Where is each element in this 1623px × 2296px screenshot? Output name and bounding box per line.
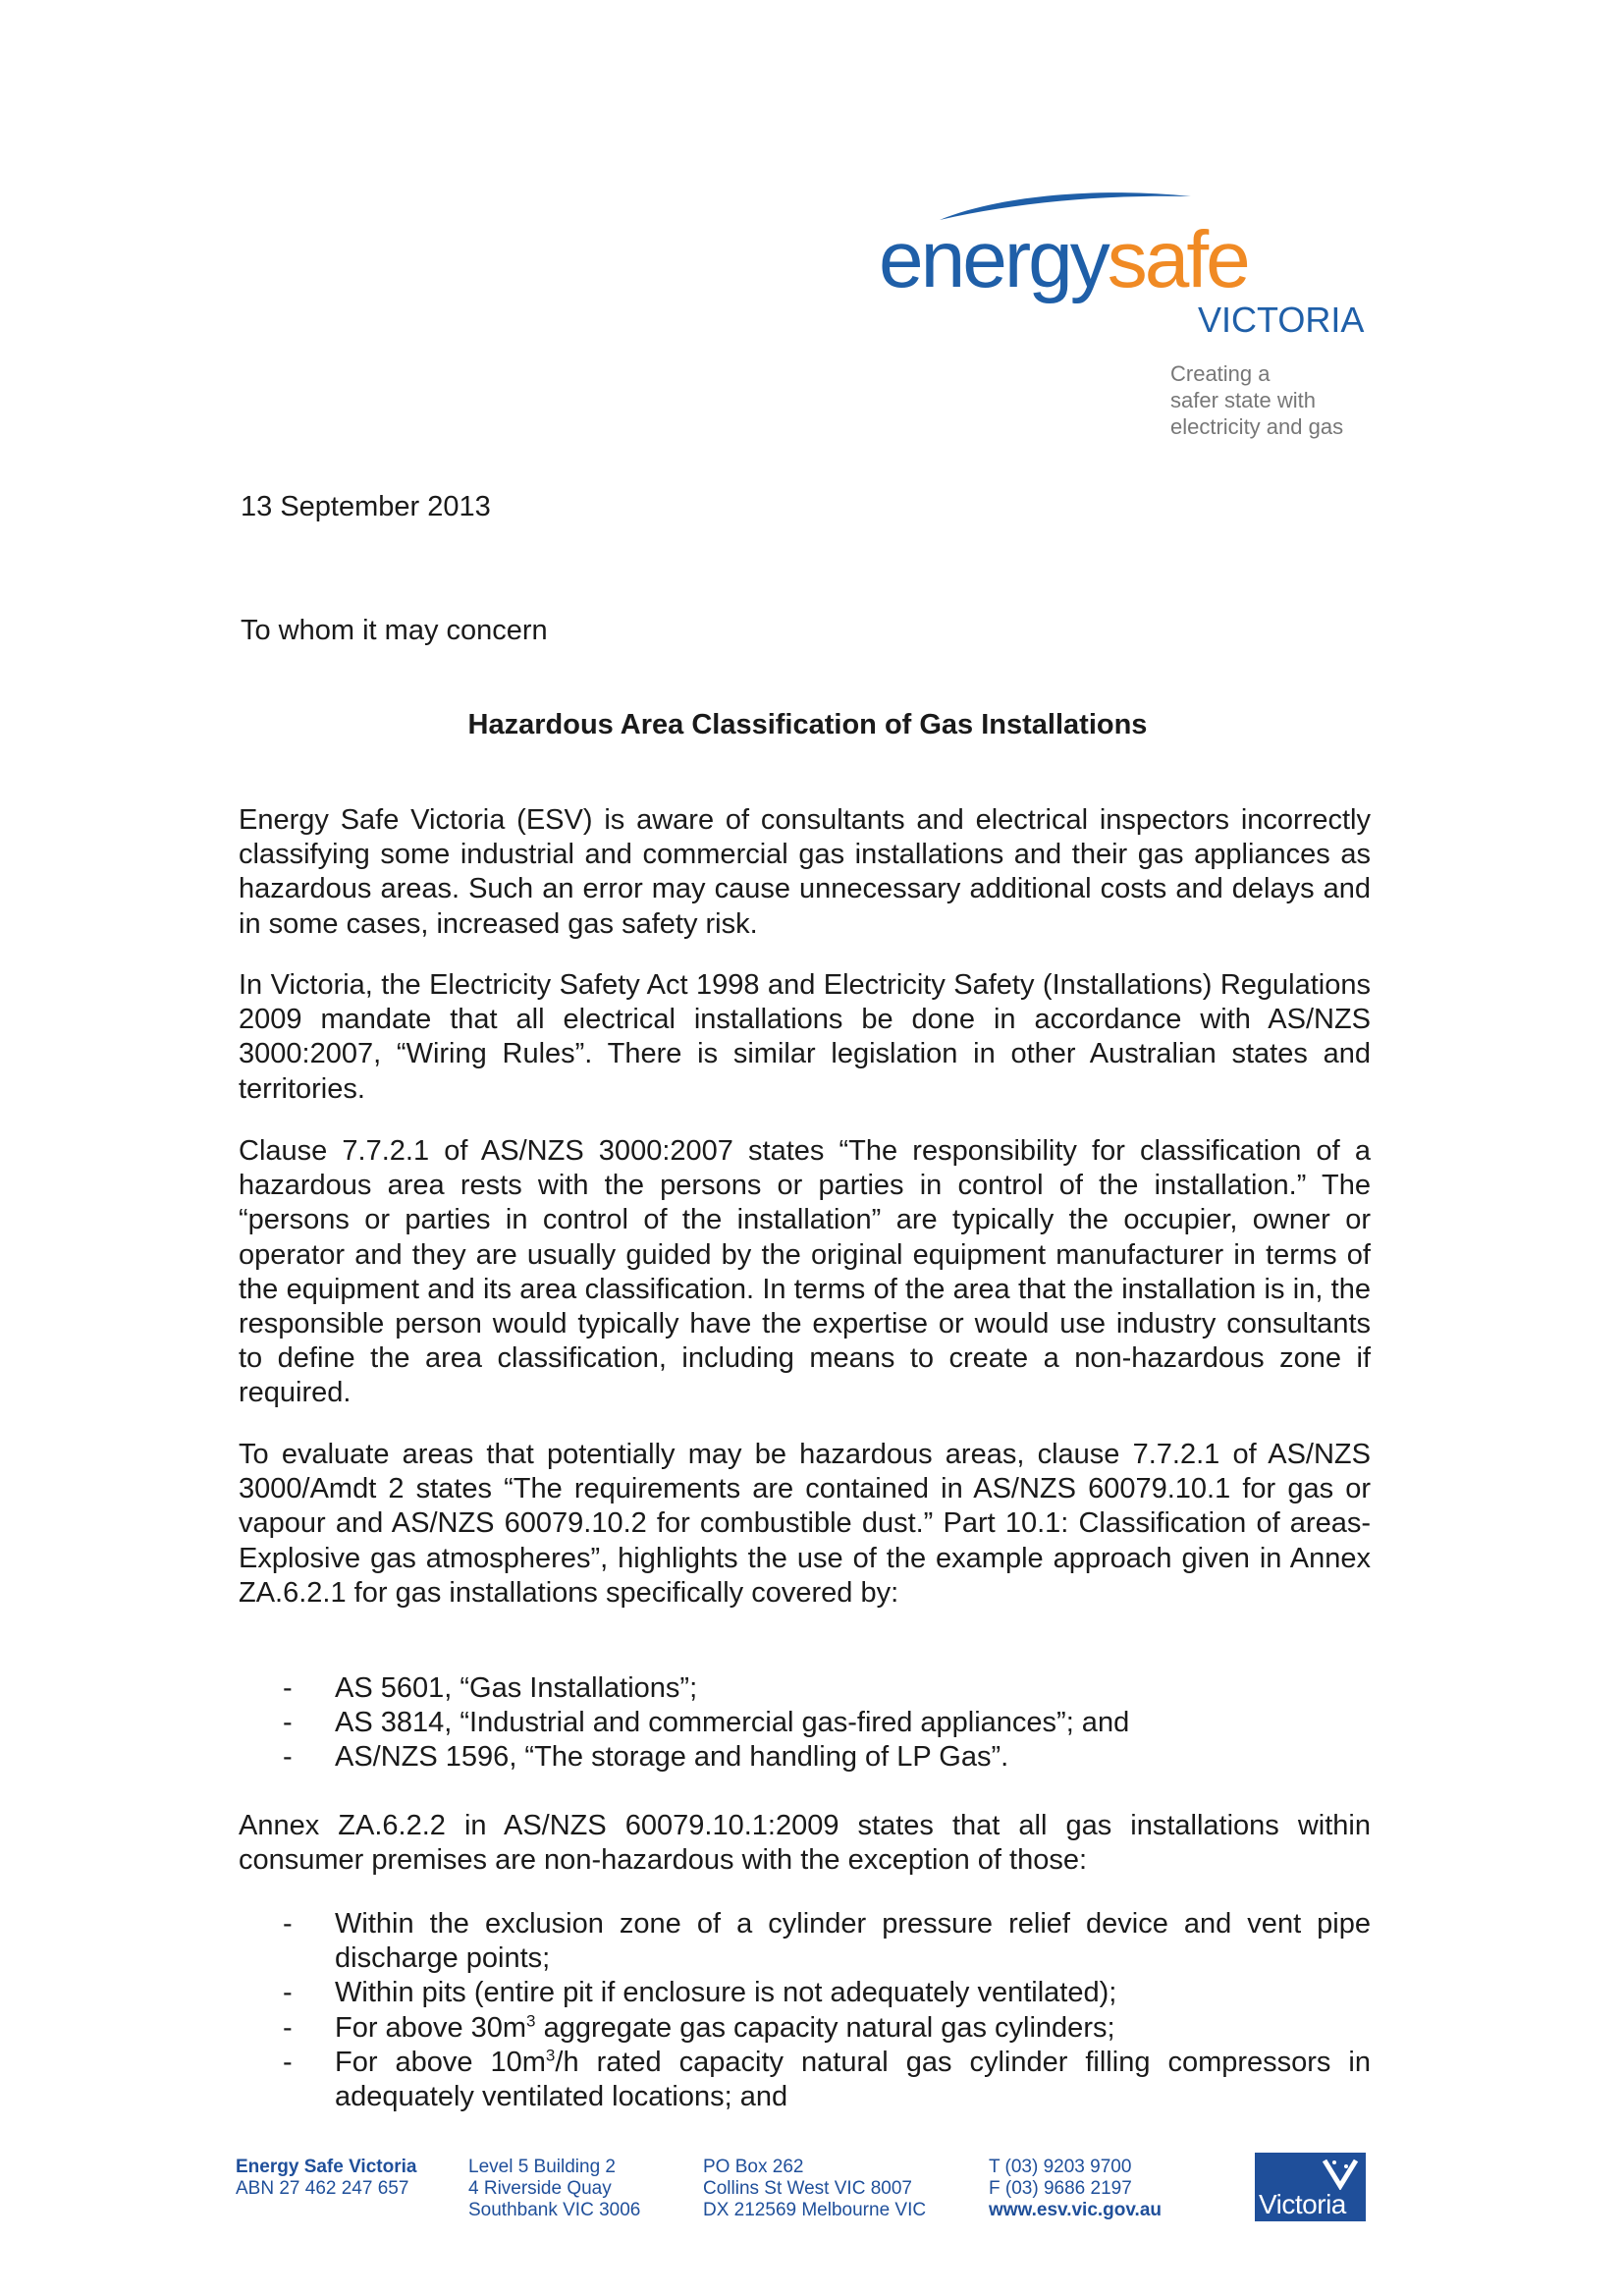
- salutation: To whom it may concern: [241, 615, 548, 646]
- paragraph-legislation: In Victoria, the Electricity Safety Act 1998 and Electricity Safety (Installations) Regulations 2009 mandate that all electrical installations be done in accordance with AS/NZS 3000:2007, “Wiring Rules”. There is similar legislation in other Australian states and territories.: [239, 969, 1371, 1105]
- standards-list: [283, 1671, 1371, 1776]
- letter-date: 13 September 2013: [241, 491, 491, 522]
- footer: [236, 2157, 1375, 2235]
- website-link[interactable]: www.esv.vic.gov.au: [989, 2200, 1162, 2220]
- list-item: - AS 3814, “Industrial and commercial gas-fired appliances”; and: [283, 1706, 1371, 1740]
- superscript: 3: [526, 2010, 536, 2030]
- exceptions-list: [283, 1907, 1371, 2114]
- tagline-line: Creating a: [1170, 361, 1271, 386]
- list-item: - Within the exclusion zone of a cylinder pressure relief device and vent pipe discharge points;: [283, 1907, 1371, 1976]
- tagline: [1170, 360, 1343, 440]
- footer-address: Level 5 Building 2 4 Riverside Quay Southbank VIC 3006: [468, 2157, 641, 2220]
- victoria-logo-text: Victoria: [1259, 2189, 1346, 2219]
- superscript: 3: [545, 2046, 556, 2065]
- paragraph-responsibility: Clause 7.7.2.1 of AS/NZS 3000:2007 states “The responsibility for classification of a hazardous area rests with the persons or parties in control of the installation.” The “persons or parties in control of the installation” are typically the occupier, owner or operator and they are usually guided by the original equipment manufacturer in terms of the equipment and its area classification. In terms of the area that the installation is in, the responsible person would typically have the expertise or would use industry consultants to define the area classification, including means to create a non-hazardous zone if required.: [239, 1135, 1371, 1409]
- tagline-line: electricity and gas: [1170, 414, 1344, 439]
- logo-wordmark: energysafe: [879, 215, 1248, 304]
- list-item: - For above $30m^3$ aggregate gas capacity natural gas cylinders;: [283, 2011, 1371, 2046]
- logo-state: VICTORIA: [1198, 300, 1365, 340]
- energy-safe-victoria-logo: [879, 185, 1370, 342]
- list-item: - Within pits (entire pit if enclosure is not adequately ventilated);: [283, 1976, 1371, 2010]
- footer-postal: PO Box 262 Collins St West VIC 8007 DX 212569 Melbourne VIC: [703, 2157, 927, 2220]
- footer-org: Energy Safe Victoria ABN 27 462 247 657: [236, 2157, 417, 2199]
- list-item: - For above $10m^3/h$ rated capacity natural gas cylinder filling compressors in adequately ventilated locations; and: [283, 2046, 1371, 2114]
- paragraph-esv-awareness: Energy Safe Victoria (ESV) is aware of consultants and electrical inspectors incorrectly classifying some industrial and commercial gas installations and their gas appliances as hazardous areas. Such an error may cause unnecessary additional costs and delays and in some cases, increased gas safety risk.: [239, 804, 1371, 940]
- paragraph-annex: Annex ZA.6.2.2 in AS/NZS 60079.10.1:2009 states that all gas installations within consumer premises are non-hazardous with the exception of those:: [239, 1810, 1371, 1877]
- southern-cross-icon: [1321, 2157, 1360, 2190]
- paragraph-evaluation: To evaluate areas that potentially may be hazardous areas, clause 7.7.2.1 of AS/NZS 3000/Amdt 2 states “The requirements are contained in AS/NZS 60079.10.1 for gas or vapour and AS/NZS 60079.10.2 for combustible dust.” Part 10.1: Classification of areas-Explosive gas atmospheres”, highlights the use of the example approach given in Annex ZA.6.2.1 for gas installations specifically covered by:: [239, 1439, 1371, 1609]
- tagline-line: safer state with: [1170, 388, 1316, 412]
- list-item: - AS/NZS 1596, “The storage and handling of LP Gas”.: [283, 1740, 1371, 1775]
- footer-contact: T (03) 9203 9700 F (03) 9686 2197 www.esv.vic.gov.au: [989, 2157, 1162, 2220]
- list-item: - AS 5601, “Gas Installations”;: [283, 1671, 1371, 1706]
- victoria-state-logo: [1255, 2153, 1366, 2221]
- subject-heading: Hazardous Area Classification of Gas Installations: [467, 709, 1148, 740]
